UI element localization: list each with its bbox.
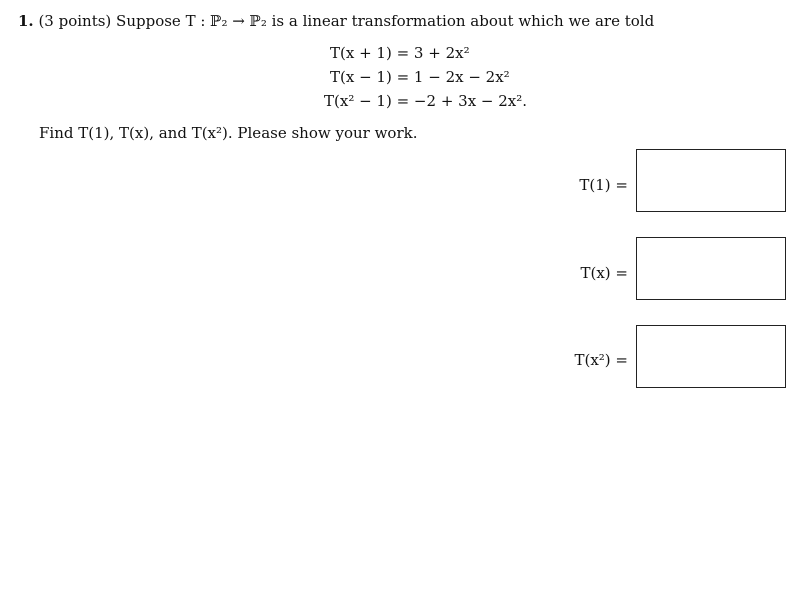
equation-3: T(x² − 1) = −2 + 3x − 2x².	[324, 92, 528, 110]
instruction-text: Find T(1), T(x), and T(x²). Please show your work.	[39, 124, 418, 142]
problem-statement	[18, 12, 654, 30]
answer-label-tx: T(x) =	[580, 264, 628, 282]
answer-box-t1[interactable]	[636, 149, 786, 212]
problem-intro: (3 points) Suppose T : ℙ₂ → ℙ₂ is a linear transformation about which we are told	[38, 12, 655, 30]
answer-box-tx2[interactable]	[636, 325, 786, 388]
equation-2: T(x − 1) = 1 − 2x − 2x²	[330, 68, 510, 86]
equation-1: T(x + 1) = 3 + 2x²	[330, 44, 470, 62]
answer-label-t1: T(1) =	[579, 176, 628, 194]
answer-box-tx[interactable]	[636, 237, 786, 300]
problem-number: 1.	[18, 12, 34, 30]
answer-label-tx2: T(x²) =	[574, 351, 628, 369]
